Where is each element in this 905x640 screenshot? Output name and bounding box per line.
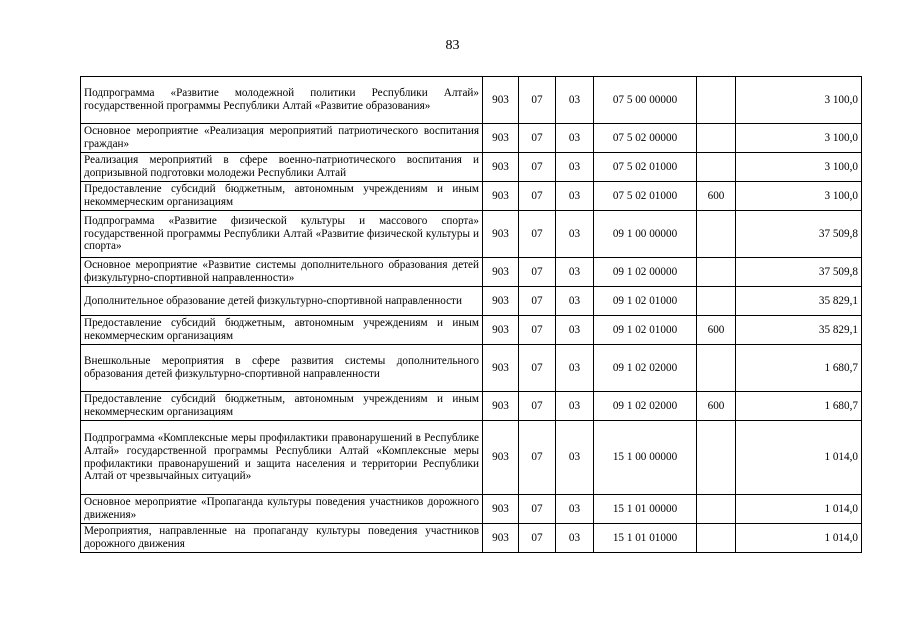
expense-type-code bbox=[697, 495, 736, 524]
target-article-code: 07 5 02 01000 bbox=[594, 182, 697, 211]
target-article-code: 09 1 02 02000 bbox=[594, 345, 697, 392]
expense-type-code: 600 bbox=[697, 316, 736, 345]
section-code: 07 bbox=[519, 345, 556, 392]
subsection-code: 03 bbox=[556, 153, 594, 182]
subsection-code: 03 bbox=[556, 421, 594, 495]
subsection-code: 03 bbox=[556, 316, 594, 345]
admin-code: 903 bbox=[483, 421, 519, 495]
table-row bbox=[81, 524, 862, 553]
expense-type-code: 600 bbox=[697, 182, 736, 211]
expense-name: Подпрограмма «Комплексные меры профилактики правонарушений в Республике Алтай» государственной программы Республики Алтай «Комплексные меры профилактики правонарушений и защита населения и территории Республики Алтай от чрезвычайных ситуаций» bbox=[81, 421, 483, 495]
section-code: 07 bbox=[519, 495, 556, 524]
target-article-code: 15 1 01 01000 bbox=[594, 524, 697, 553]
table-row bbox=[81, 495, 862, 524]
section-code: 07 bbox=[519, 77, 556, 124]
subsection-code: 03 bbox=[556, 345, 594, 392]
page-number: 83 bbox=[445, 38, 460, 53]
amount: 1 680,7 bbox=[736, 345, 862, 392]
subsection-code: 03 bbox=[556, 124, 594, 153]
expense-type-code bbox=[697, 524, 736, 553]
expense-name: Подпрограмма «Развитие молодежной политики Республики Алтай» государственной программы Республики Алтай «Развитие образования» bbox=[81, 77, 483, 124]
expense-name: Внешкольные мероприятия в сфере развития системы дополнительного образования детей физкультурно-спортивной направленности bbox=[81, 345, 483, 392]
table-row bbox=[81, 345, 862, 392]
table-row bbox=[81, 77, 862, 124]
expense-type-code bbox=[697, 153, 736, 182]
amount: 1 680,7 bbox=[736, 392, 862, 421]
expense-name: Предоставление субсидий бюджетным, автономным учреждениям и иным некоммерческим организациям bbox=[81, 392, 483, 421]
table-row bbox=[81, 182, 862, 211]
amount: 1 014,0 bbox=[736, 524, 862, 553]
section-code: 07 bbox=[519, 392, 556, 421]
amount: 35 829,1 bbox=[736, 316, 862, 345]
expense-type-code: 600 bbox=[697, 392, 736, 421]
subsection-code: 03 bbox=[556, 77, 594, 124]
admin-code: 903 bbox=[483, 392, 519, 421]
subsection-code: 03 bbox=[556, 287, 594, 316]
table-row bbox=[81, 316, 862, 345]
expense-name: Подпрограмма «Развитие физической культуры и массового спорта» государственной программы Республики Алтай «Развитие физической культуры и спорта» bbox=[81, 211, 483, 258]
target-article-code: 09 1 00 00000 bbox=[594, 211, 697, 258]
admin-code: 903 bbox=[483, 258, 519, 287]
section-code: 07 bbox=[519, 124, 556, 153]
expense-name: Дополнительное образование детей физкультурно-спортивной направленности bbox=[81, 287, 483, 316]
amount: 37 509,8 bbox=[736, 258, 862, 287]
table-row bbox=[81, 287, 862, 316]
table-row bbox=[81, 392, 862, 421]
target-article-code: 07 5 02 01000 bbox=[594, 153, 697, 182]
budget-table bbox=[80, 76, 862, 553]
subsection-code: 03 bbox=[556, 182, 594, 211]
admin-code: 903 bbox=[483, 211, 519, 258]
expense-name: Основное мероприятие «Реализация мероприятий патриотического воспитания граждан» bbox=[81, 124, 483, 153]
section-code: 07 bbox=[519, 258, 556, 287]
admin-code: 903 bbox=[483, 287, 519, 316]
amount: 37 509,8 bbox=[736, 211, 862, 258]
section-code: 07 bbox=[519, 524, 556, 553]
expense-type-code bbox=[697, 287, 736, 316]
admin-code: 903 bbox=[483, 182, 519, 211]
amount: 3 100,0 bbox=[736, 124, 862, 153]
table-row bbox=[81, 153, 862, 182]
expense-name: Мероприятия, направленные на пропаганду культуры поведения участников дорожного движения bbox=[81, 524, 483, 553]
target-article-code: 15 1 01 00000 bbox=[594, 495, 697, 524]
admin-code: 903 bbox=[483, 77, 519, 124]
amount: 3 100,0 bbox=[736, 153, 862, 182]
amount: 35 829,1 bbox=[736, 287, 862, 316]
section-code: 07 bbox=[519, 182, 556, 211]
admin-code: 903 bbox=[483, 124, 519, 153]
table-row bbox=[81, 124, 862, 153]
admin-code: 903 bbox=[483, 524, 519, 553]
expense-name: Основное мероприятие «Пропаганда культуры поведения участников дорожного движения» bbox=[81, 495, 483, 524]
expense-type-code bbox=[697, 77, 736, 124]
expense-type-code bbox=[697, 258, 736, 287]
target-article-code: 07 5 00 00000 bbox=[594, 77, 697, 124]
section-code: 07 bbox=[519, 316, 556, 345]
target-article-code: 09 1 02 00000 bbox=[594, 258, 697, 287]
table-body bbox=[81, 77, 862, 553]
target-article-code: 09 1 02 02000 bbox=[594, 392, 697, 421]
expense-name: Предоставление субсидий бюджетным, автономным учреждениям и иным некоммерческим организациям bbox=[81, 182, 483, 211]
expense-type-code bbox=[697, 124, 736, 153]
expense-name: Предоставление субсидий бюджетным, автономным учреждениям и иным некоммерческим организациям bbox=[81, 316, 483, 345]
section-code: 07 bbox=[519, 153, 556, 182]
amount: 3 100,0 bbox=[736, 77, 862, 124]
expense-name: Основное мероприятие «Развитие системы дополнительного образования детей физкультурно-спортивной направленности» bbox=[81, 258, 483, 287]
subsection-code: 03 bbox=[556, 495, 594, 524]
amount: 3 100,0 bbox=[736, 182, 862, 211]
admin-code: 903 bbox=[483, 316, 519, 345]
expense-name: Реализация мероприятий в сфере военно-патриотического воспитания и допризывной подготовки молодежи Республики Алтай bbox=[81, 153, 483, 182]
expense-type-code bbox=[697, 211, 736, 258]
target-article-code: 15 1 00 00000 bbox=[594, 421, 697, 495]
amount: 1 014,0 bbox=[736, 421, 862, 495]
admin-code: 903 bbox=[483, 345, 519, 392]
section-code: 07 bbox=[519, 287, 556, 316]
target-article-code: 09 1 02 01000 bbox=[594, 287, 697, 316]
admin-code: 903 bbox=[483, 153, 519, 182]
table-row bbox=[81, 258, 862, 287]
amount: 1 014,0 bbox=[736, 495, 862, 524]
section-code: 07 bbox=[519, 421, 556, 495]
admin-code: 903 bbox=[483, 495, 519, 524]
subsection-code: 03 bbox=[556, 524, 594, 553]
subsection-code: 03 bbox=[556, 211, 594, 258]
subsection-code: 03 bbox=[556, 258, 594, 287]
table-row bbox=[81, 421, 862, 495]
expense-type-code bbox=[697, 345, 736, 392]
table-row bbox=[81, 211, 862, 258]
target-article-code: 07 5 02 00000 bbox=[594, 124, 697, 153]
target-article-code: 09 1 02 01000 bbox=[594, 316, 697, 345]
expense-type-code bbox=[697, 421, 736, 495]
subsection-code: 03 bbox=[556, 392, 594, 421]
section-code: 07 bbox=[519, 211, 556, 258]
